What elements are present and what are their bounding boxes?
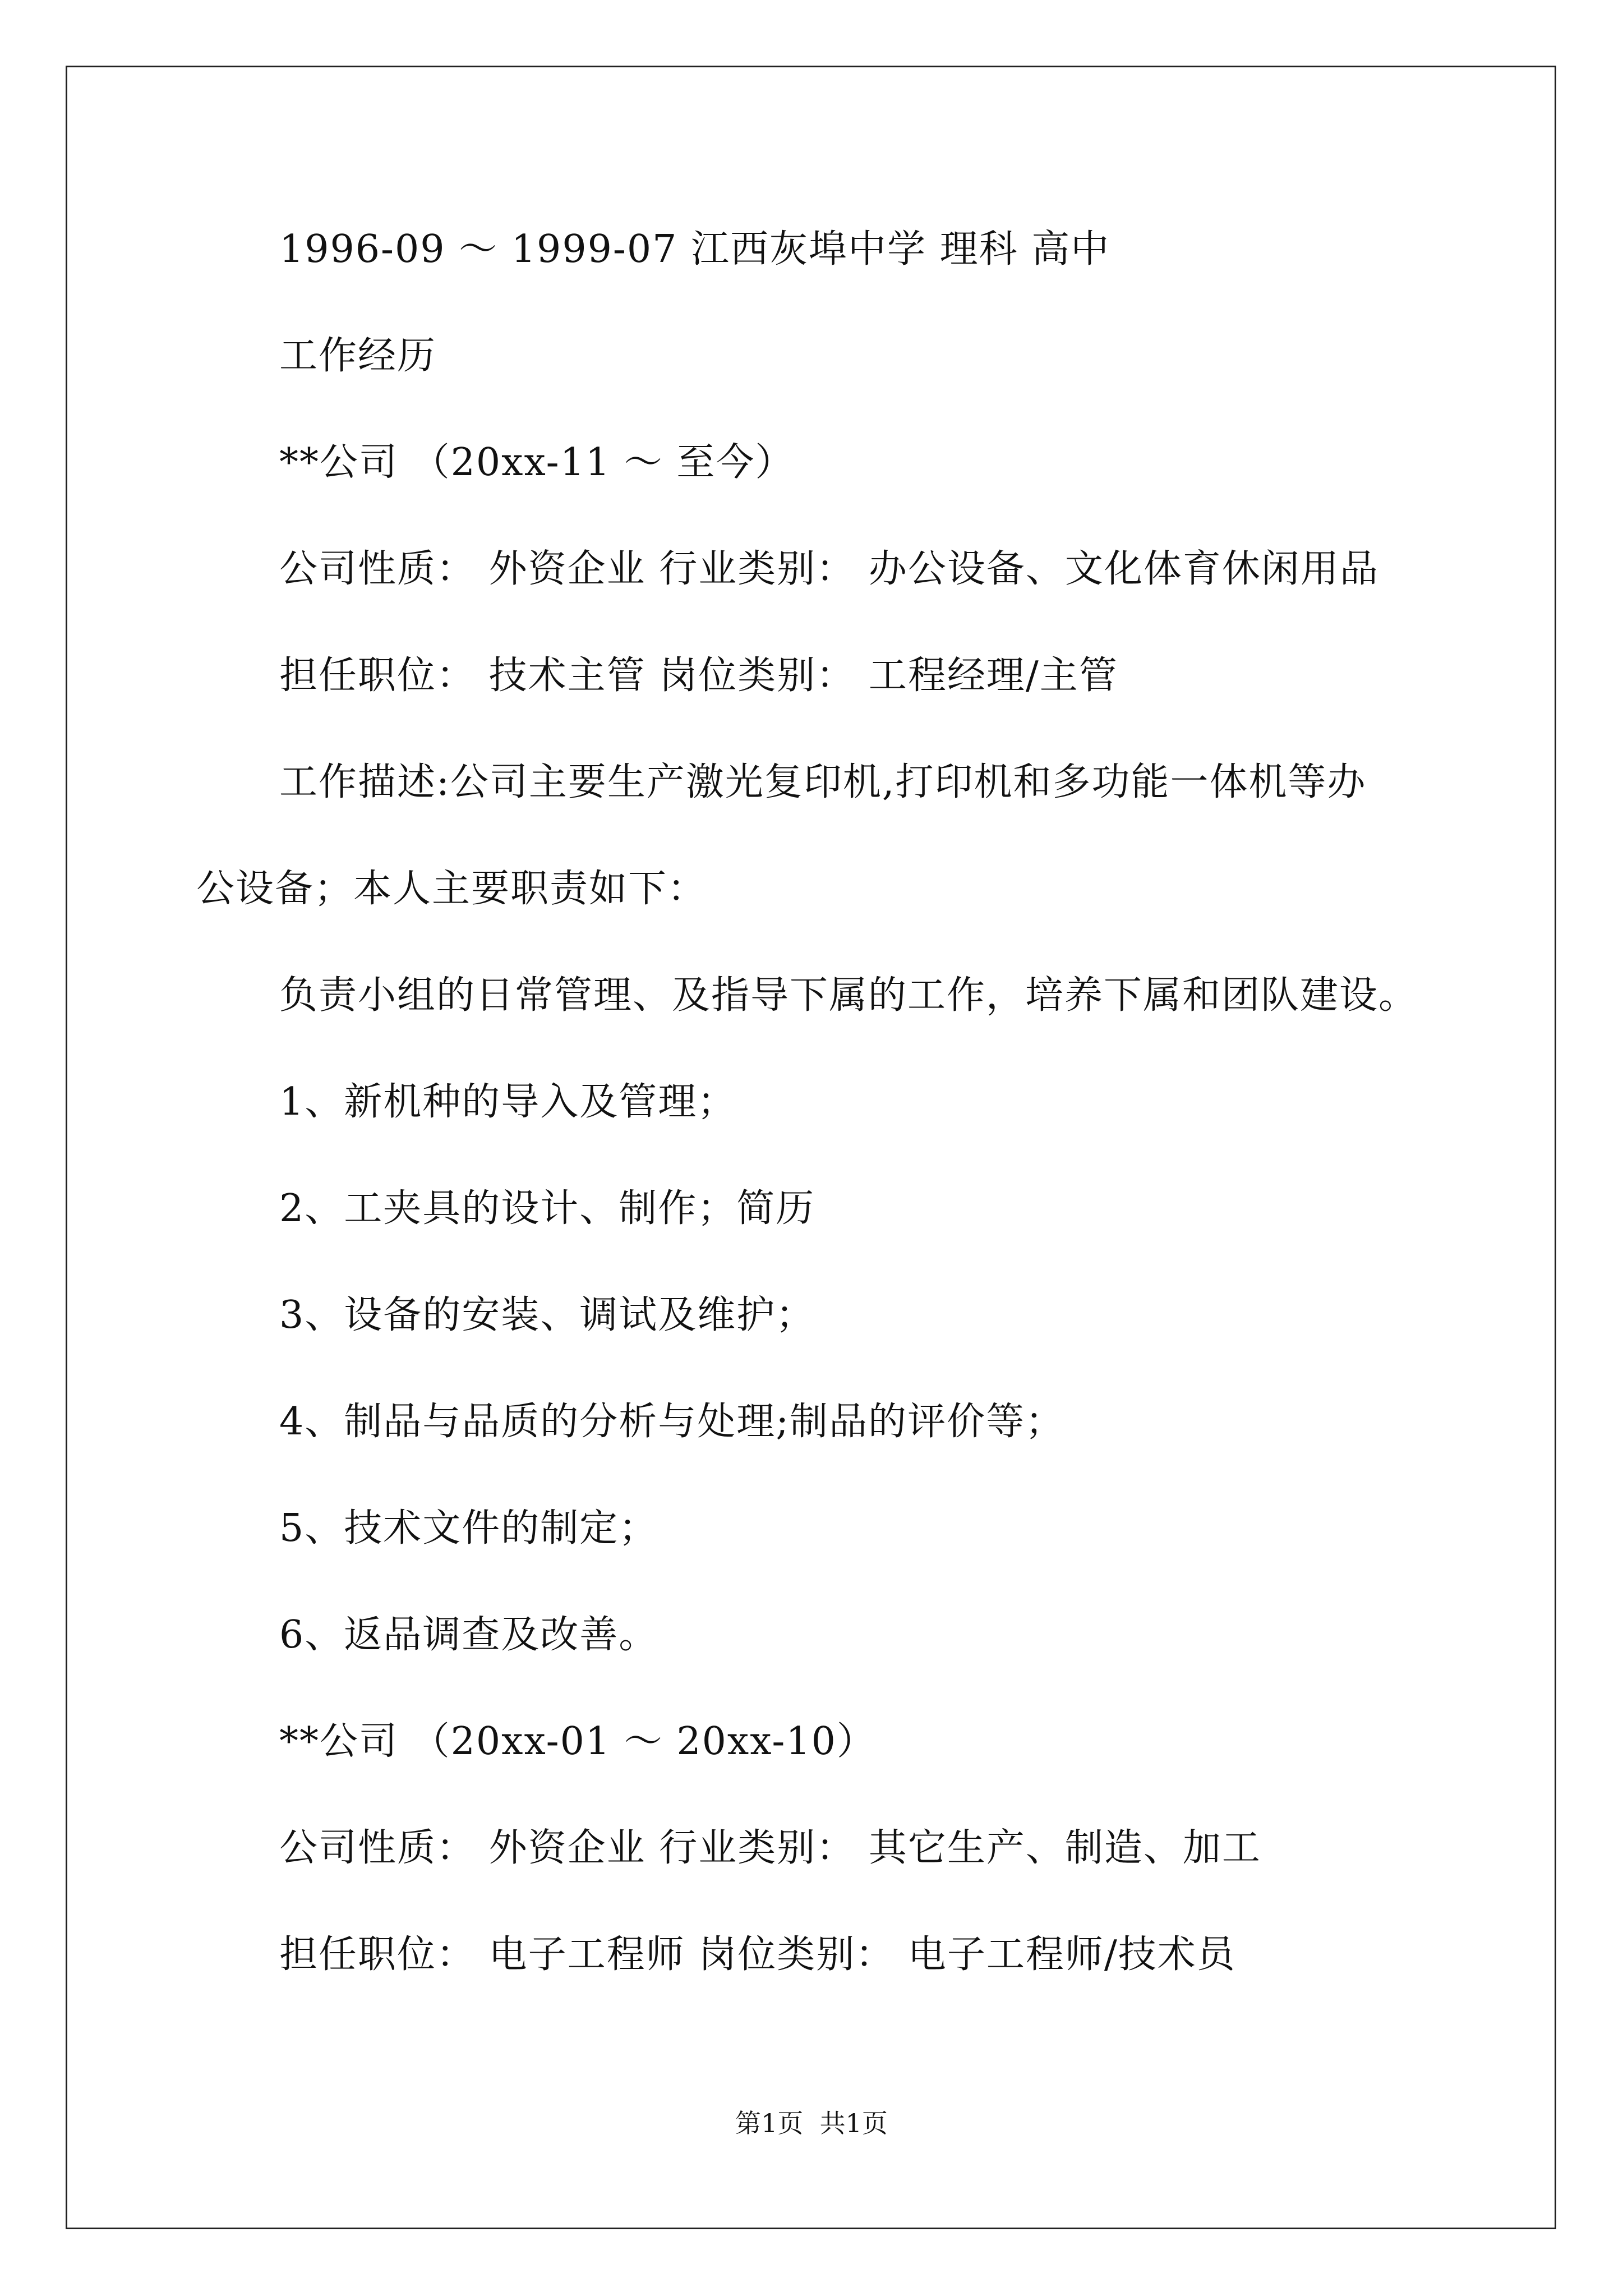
company-2-nature: 公司性质： 外资企业 行业类别： 其它生产、制造、加工	[279, 1826, 1261, 1870]
company-1-nature: 公司性质： 外资企业 行业类别： 办公设备、文化体育休闲用品	[279, 547, 1379, 591]
duty-summary: 负责小组的日常管理、及指导下属的工作，培养下属和团队建设。	[279, 973, 1418, 1018]
duty-item-2: 2、工夹具的设计、制作；简历	[279, 1186, 815, 1231]
page-border	[66, 66, 1556, 2229]
section-heading-work-experience: 工作经历	[279, 334, 437, 378]
duty-item-1: 1、新机种的导入及管理；	[279, 1080, 737, 1124]
company-1-description: 工作描述:公司主要生产激光复印机,打印机和多功能一体机等办	[279, 760, 1367, 804]
duty-item-3: 3、设备的安装、调试及维护；	[279, 1293, 815, 1337]
company-1-position: 担任职位： 技术主管 岗位类别： 工程经理/主管	[279, 654, 1118, 698]
company-1-description-continued: 公设备；本人主要职责如下：	[196, 867, 707, 911]
duty-item-5: 5、技术文件的制定；	[279, 1506, 658, 1550]
education-line: 1996-09 ～ 1999-07 江西灰埠中学 理科 高中	[279, 227, 1110, 272]
company-1-header: **公司 （20xx-11 ～ 至今）	[279, 440, 795, 485]
duty-item-4: 4、制品与品质的分析与处理;制品的评价等；	[279, 1400, 1065, 1444]
company-2-header: **公司 （20xx-01 ～ 20xx-10）	[279, 1719, 876, 1764]
company-2-position: 担任职位： 电子工程师 岗位类别： 电子工程师/技术员	[279, 1932, 1236, 1977]
page-footer: 第1页 共1页	[735, 2108, 888, 2138]
duty-item-6: 6、返品调查及改善。	[279, 1613, 658, 1657]
